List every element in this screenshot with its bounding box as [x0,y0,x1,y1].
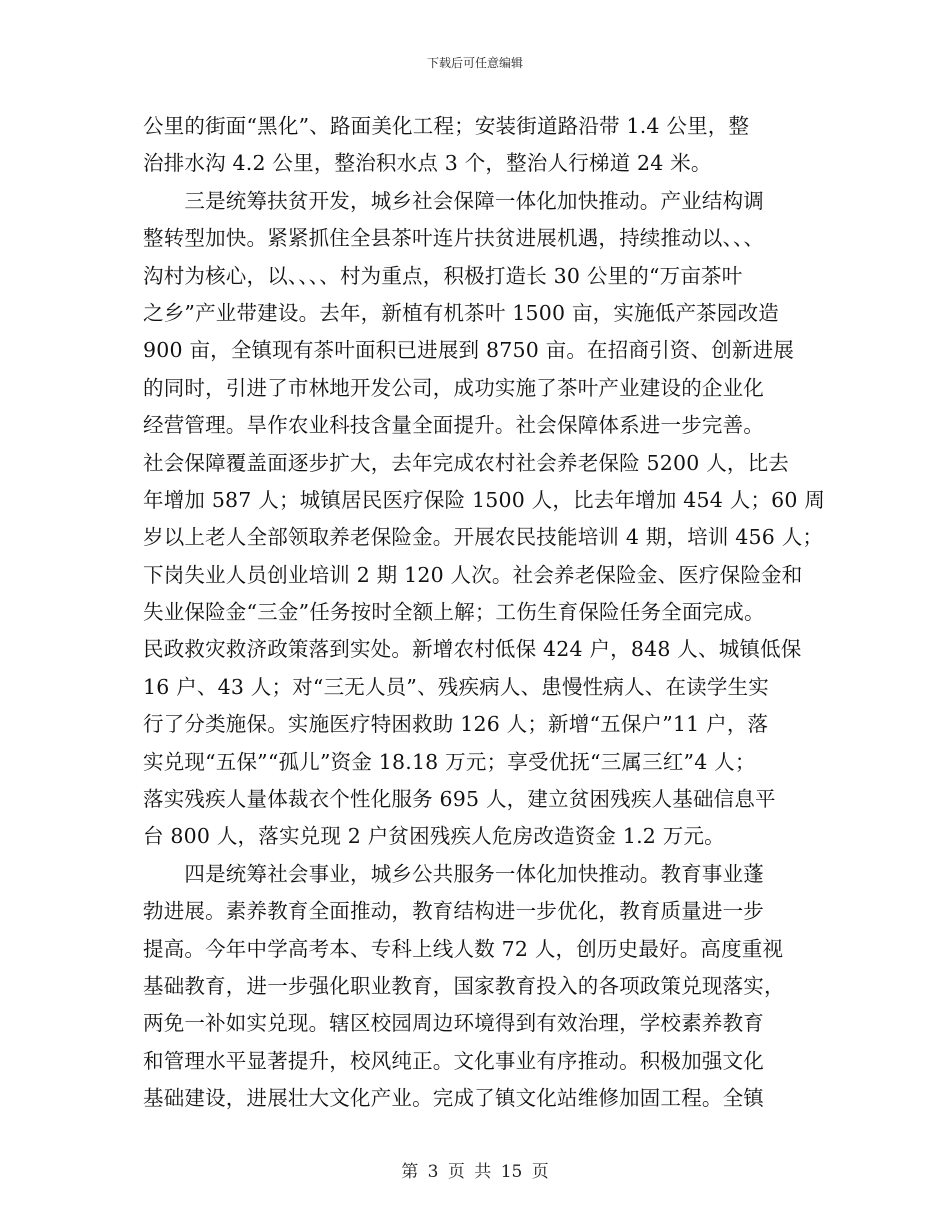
body-line: 台 800 人，落实兑现 2 户贫困残疾人危房改造资金 1.2 万元。 [143,824,725,849]
body-line: 之乡”产业带建设。去年，新植有机茶叶 1500 亩，实施低产茶园改造 [143,300,779,325]
body-line: 两免一补如实兑现。辖区校园周边环境得到有效治理，学校素养教育 [143,1011,764,1036]
body-line: 经营管理。旱作农业科技含量全面提升。社会保障体系进一步完善。 [143,413,764,438]
body-line: 沟村为核心，以、、、、村为重点，积极打造长 30 公里的“万亩茶叶 [143,263,743,288]
body-line: 四是统筹社会事业，城乡公共服务一体化加快推动。教育事业蓬 [143,861,764,886]
body-line: 的同时，引进了市林地开发公司，成功实施了茶叶产业建设的企业化 [143,375,764,400]
body-line: 民政救灾救济政策落到实处。新增农村低保 424 户，848 人、城镇低保 [143,637,802,662]
body-line: 失业保险金“三金”任务按时全额上解；工伤生育保险任务全面完成。 [143,600,765,625]
body-line: 岁以上老人全部领取养老保险金。开展农民技能培训 4 期，培训 456 人； [143,525,824,550]
body-line: 行了分类施保。实施医疗特困救助 126 人；新增“五保户”11 户，落 [143,712,769,737]
body-line: 公里的街面“黑化”、路面美化工程；安装街道路沿带 1.4 公里，整 [143,114,750,138]
document-body [143,108,843,1118]
body-line: 整转型加快。紧紧抓住全县茶叶连片扶贫进展机遇，持续推动以、、、 [143,226,765,251]
body-line: 年增加 587 人；城镇居民医疗保险 1500 人，比去年增加 454 人；60 周 [143,487,826,512]
body-line: 三是统筹扶贫开发，城乡社会保障一体化加快推动。产业结构调 [143,188,764,213]
body-line: 基础建设，进展壮大文化产业。完成了镇文化站维修加固工程。全镇 [143,1086,764,1111]
body-line: 落实残疾人量体裁衣个性化服务 695 人，建立贫困残疾人基础信息平 [143,787,776,812]
body-line: 16 户、43 人；对“三无人员”、残疾病人、患慢性病人、在读学生实 [143,674,769,699]
body-line: 实兑现“五保”“孤儿”资金 18.18 万元；享受优抚“三属三红”4 人； [143,749,756,774]
body-line: 900 亩，全镇现有茶叶面积已进展到 8750 亩。在招商引资、创新进展 [143,338,795,363]
body-line: 基础教育，进一步强化职业教育，国家教育投入的各项政策兑现落实， [143,973,785,998]
body-line: 社会保障覆盖面逐步扩大，去年完成农村社会养老保险 5200 人，比去 [143,450,790,475]
body-line: 勃进展。素养教育全面推动，教育结构进一步优化，教育质量进一步 [143,899,764,924]
body-line: 提高。今年中学高考本、专科上线人数 72 人，创历史最好。高度重视 [143,936,784,961]
body-line: 治排水沟 4.2 公里，整治积水点 3 个，整治人行梯道 24 米。 [143,151,712,176]
page-number-footer: 第 3 页 共 15 页 [401,1162,549,1182]
body-line: 和管理水平显著提升，校风纯正。文化事业有序推动。积极加强文化 [143,1048,764,1073]
body-line: 下岗失业人员创业培训 2 期 120 人次。社会养老保险金、医疗保险金和 [143,562,803,587]
page-header: 下载后可任意编辑 [426,56,523,70]
